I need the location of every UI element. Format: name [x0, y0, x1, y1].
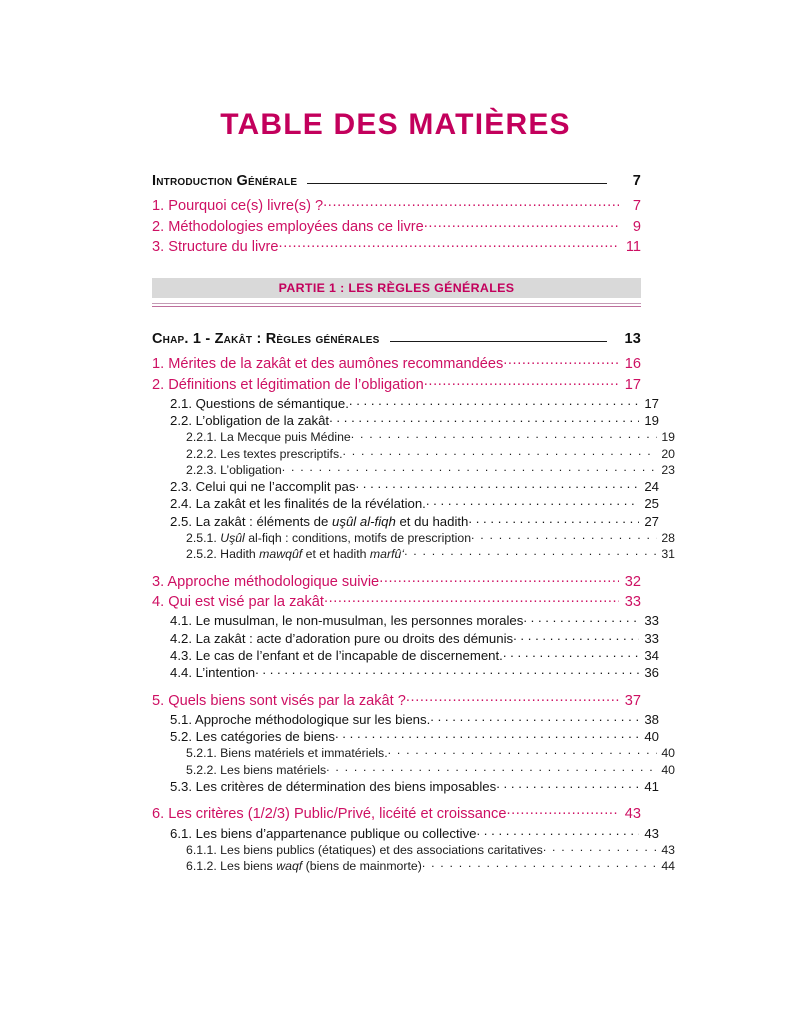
leader-dots	[323, 196, 619, 211]
toc-entry-level2[interactable]	[152, 495, 659, 511]
part-banner-block	[152, 278, 641, 307]
leader-dots	[468, 512, 639, 525]
toc-entry-page: 33	[644, 630, 659, 646]
leader-dots	[279, 237, 619, 252]
toc-entry-page: 17	[624, 376, 641, 393]
toc-entry-label: 4.1. Le musulman, le non-musulman, les personnes morales	[170, 613, 524, 629]
toc-entry-label: 3. Structure du livre	[152, 239, 279, 256]
page-title: TABLE DES MATIÈRES	[220, 108, 571, 141]
toc-heading-page: 13	[624, 330, 641, 347]
toc-entry-label: 5.3. Les critères de détermination des biens imposables	[170, 778, 497, 794]
toc-entry-level1[interactable]	[152, 804, 641, 823]
toc-entry-page: 24	[644, 479, 659, 495]
toc-entry-page: 11	[625, 239, 641, 256]
leader-dots	[255, 664, 639, 677]
toc-entry-page: 36	[644, 665, 659, 681]
divider-rule-top	[152, 303, 641, 304]
toc-heading-page: 7	[632, 172, 641, 189]
leader-dots	[471, 530, 657, 542]
toc-entry-level1[interactable]	[152, 592, 641, 611]
leader-dots	[379, 571, 619, 586]
toc-entry-label: 6.1.1. Les biens publics (étatiques) et des associations caritatives	[186, 842, 543, 857]
toc-entry-label: 2.1. Questions de sémantique.	[170, 395, 349, 411]
leader-dots	[424, 216, 619, 231]
toc-entry-page: 43	[644, 825, 659, 841]
leader-dots	[343, 445, 657, 457]
toc-entry-page: 20	[661, 446, 675, 461]
leader-dots	[326, 761, 657, 773]
toc-entry-label: 2.4. La zakât et les finalités de la révélation.	[170, 496, 426, 512]
toc-entry-level2[interactable]	[152, 711, 659, 727]
leader-dots	[496, 778, 639, 791]
part-banner-label: PARTIE 1 : LES RÈGLES GÉNÉRALES	[152, 278, 641, 298]
toc-entry-label: 2.2.3. L’obligation	[186, 462, 282, 477]
toc-entry-page: 40	[644, 729, 659, 745]
leader-dots	[388, 745, 657, 757]
toc-entry-level2[interactable]	[152, 647, 659, 663]
leader-dots	[335, 728, 639, 741]
part-divider-rules	[152, 303, 641, 307]
toc-entry-level1[interactable]	[152, 237, 641, 256]
toc-entry-page: 25	[644, 496, 659, 512]
toc-entry-label: 6. Les critères (1/2/3) Public/Privé, licéité et croissance	[152, 806, 507, 823]
toc-entry-level1[interactable]	[152, 690, 641, 709]
toc-entry-page: 40	[661, 762, 675, 777]
toc-entry-level2[interactable]	[152, 728, 659, 744]
toc-entry-level2[interactable]	[152, 778, 659, 794]
leader-dots	[351, 429, 657, 441]
toc-entry-label: 1. Pourquoi ce(s) livre(s) ?	[152, 198, 324, 215]
leader-rule	[307, 170, 615, 185]
leader-dots	[404, 546, 657, 558]
toc-entry-label: 2. Méthodologies employées dans ce livre	[152, 218, 424, 235]
leader-dots	[349, 395, 639, 408]
divider-rule-bottom	[152, 306, 641, 307]
toc-entry-level3[interactable]	[152, 429, 675, 444]
toc-heading-introduction[interactable]	[152, 170, 641, 189]
toc-heading-label: Introduction Générale	[152, 172, 298, 189]
toc-entry-level3[interactable]	[152, 842, 675, 857]
toc-entry-level1[interactable]	[152, 571, 641, 590]
toc-entry-level1[interactable]	[152, 374, 641, 393]
leader-dots	[324, 592, 619, 607]
toc-chapter1-entry-list	[152, 354, 675, 874]
toc-entry-label: 1. Mérites de la zakât et des aumônes recommandées	[152, 356, 504, 373]
leader-dots	[406, 690, 619, 705]
toc-entry-page: 33	[644, 613, 659, 629]
toc-entry-label: 5.2. Les catégories de biens	[170, 729, 335, 745]
toc-entry-level3[interactable]	[152, 858, 675, 873]
leader-dots	[424, 374, 619, 389]
toc-heading-label: Chap. 1 - Zakât : Règles générales	[152, 330, 380, 347]
toc-entry-label: 5.1. Approche méthodologique sur les biens.	[170, 711, 431, 727]
toc-entry-page: 37	[624, 692, 641, 709]
toc-entry-label: 6.1. Les biens d’appartenance publique ou collective	[170, 825, 477, 841]
toc-intro-section	[152, 170, 641, 257]
leader-dots	[430, 711, 639, 724]
toc-entry-page: 16	[624, 356, 641, 373]
toc-entry-level3[interactable]	[152, 761, 675, 776]
leader-dots	[503, 354, 619, 369]
toc-entry-level3[interactable]	[152, 745, 675, 760]
leader-rule	[390, 328, 615, 343]
toc-entry-level3[interactable]	[152, 445, 675, 460]
toc-heading-chapter1[interactable]	[152, 328, 641, 347]
toc-entry-level2[interactable]	[152, 612, 659, 628]
toc-entry-page: 27	[644, 513, 659, 529]
toc-entry-level3[interactable]	[152, 530, 675, 545]
toc-entry-level2[interactable]	[152, 395, 659, 411]
toc-entry-label: 4.4. L’intention	[170, 665, 256, 681]
toc-entry-page: 9	[632, 218, 641, 235]
toc-entry-label: 2.5. La zakât : éléments de uşûl al-fiqh et du hadith	[170, 513, 469, 529]
toc-entry-label: 5.2.2. Les biens matériels	[186, 762, 327, 777]
toc-entry-level3[interactable]	[152, 462, 675, 477]
leader-dots	[543, 842, 657, 854]
leader-dots	[503, 647, 639, 660]
toc-entry-level2[interactable]	[152, 664, 659, 680]
toc-entry-page: 40	[661, 746, 675, 761]
toc-entry-level1[interactable]	[152, 196, 641, 215]
toc-entry-page: 31	[661, 547, 675, 562]
toc-entry-level2[interactable]	[152, 824, 659, 840]
toc-entry-label: 5. Quels biens sont visés par la zakât ?	[152, 692, 406, 709]
toc-entry-level2[interactable]	[152, 512, 659, 528]
leader-dots	[506, 804, 619, 819]
toc-entry-label: 5.2.1. Biens matériels et immatériels.	[186, 746, 388, 761]
toc-entry-page: 19	[661, 430, 675, 445]
toc-entry-page: 7	[632, 198, 641, 215]
leader-dots	[355, 478, 639, 491]
toc-entry-page: 43	[661, 842, 675, 857]
toc-entry-level3[interactable]	[152, 546, 675, 561]
toc-entry-page: 19	[644, 413, 659, 429]
toc-entry-label: 4.3. Le cas de l’enfant et de l’incapable de discernement.	[170, 647, 503, 663]
toc-entry-page: 38	[644, 711, 659, 727]
toc-entry-level2[interactable]	[152, 412, 659, 428]
toc-entry-page: 28	[661, 530, 675, 545]
leader-dots	[523, 612, 639, 625]
leader-dots	[329, 412, 639, 425]
toc-entry-label: 2.5.1. Uşûl al-fiqh : conditions, motifs de prescription	[186, 530, 472, 545]
toc-entry-label: 4.2. La zakât : acte d’adoration pure ou droits des démunis	[170, 630, 514, 646]
toc-entry-level2[interactable]	[152, 478, 659, 494]
toc-entry-label: 3. Approche méthodologique suivie	[152, 573, 380, 590]
toc-entry-page: 34	[644, 647, 659, 663]
toc-entry-label: 2.5.2. Hadith mawqûf et et hadith marfû‘	[186, 547, 405, 562]
toc-entry-label: 2.2.2. Les textes prescriptifs.	[186, 446, 343, 461]
toc-entry-page: 43	[624, 806, 641, 823]
leader-dots	[426, 495, 639, 508]
toc-entry-label: 2.2.1. La Mecque puis Médine	[186, 430, 351, 445]
leader-dots	[422, 858, 657, 870]
toc-entry-page: 41	[644, 778, 659, 794]
toc-entry-label: 2. Définitions et légitimation de l’obligation	[152, 376, 424, 393]
toc-entry-page: 44	[661, 859, 675, 874]
toc-entry-level1[interactable]	[152, 216, 641, 235]
toc-entry-page: 23	[661, 462, 675, 477]
toc-chapter1-section	[152, 328, 675, 874]
toc-entry-label: 4. Qui est visé par la zakât	[152, 594, 324, 611]
leader-dots	[513, 629, 639, 642]
toc-entry-page: 33	[624, 594, 641, 611]
toc-entry-level2[interactable]	[152, 629, 659, 645]
leader-dots	[476, 824, 639, 837]
leader-dots	[282, 462, 657, 474]
toc-entry-page: 32	[624, 573, 641, 590]
toc-entry-label: 2.3. Celui qui ne l’accomplit pas	[170, 479, 356, 495]
toc-intro-entry-list	[152, 196, 641, 256]
toc-entry-label: 6.1.2. Les biens waqf (biens de mainmorte)	[186, 859, 422, 874]
toc-entry-level1[interactable]	[152, 354, 641, 373]
toc-entry-label: 2.2. L’obligation de la zakât	[170, 413, 330, 429]
toc-entry-page: 17	[644, 395, 659, 411]
